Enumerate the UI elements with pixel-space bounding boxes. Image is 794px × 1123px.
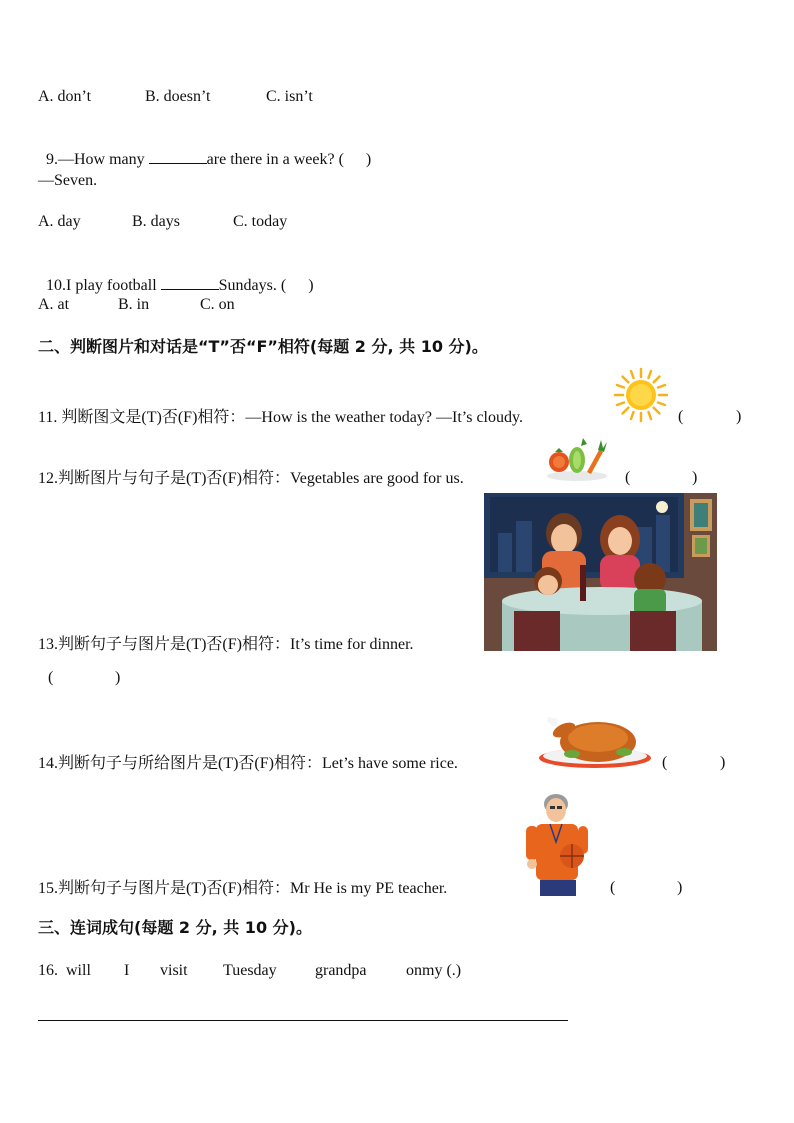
q16-word: Tuesday: [223, 962, 277, 979]
q10-question: [38, 255, 314, 296]
q13-paren-open: (: [48, 669, 54, 686]
q10-option-c: C. on: [200, 296, 235, 313]
q11-paren-close: ): [736, 408, 742, 425]
section2-title: 二、判断图片和对话是“T”否“F”相符(每题 2 分, 共 10 分)。: [38, 337, 488, 356]
q15-paren-close: ): [677, 879, 683, 896]
q11-paren-open: (: [678, 408, 684, 425]
q10-blank: [161, 275, 219, 290]
q10-text-c: ): [308, 277, 314, 294]
q11-text: 11. 判断图文是(T)否(F)相符：—How is the weather today? —It’s cloudy.: [38, 409, 523, 426]
q13-paren-close: ): [115, 669, 121, 686]
q16-word: onmy (.): [406, 962, 462, 979]
q16-word: grandpa: [315, 962, 367, 979]
q8-option-c: C. isn’t: [266, 88, 313, 105]
q9-text-c: ): [365, 151, 372, 168]
family-dinner-illustration: [484, 493, 717, 651]
q9-blank: [149, 149, 207, 164]
q9-option-c: C. today: [233, 213, 288, 230]
q8-option-b: B. doesn’t: [145, 88, 211, 105]
q15-paren-open: (: [610, 879, 616, 896]
q9-text-a: 9.—How many: [46, 151, 149, 168]
q9-text-b: are there in a week? (: [206, 151, 344, 168]
q16-word: visit: [160, 962, 188, 979]
q14-paren-close: ): [720, 754, 726, 771]
q14-paren-open: (: [662, 754, 668, 771]
q12-paren-close: ): [692, 469, 698, 486]
q10-option-b: B. in: [118, 296, 150, 313]
pe-teacher-illustration: [522, 790, 598, 896]
q10-option-a: A. at: [38, 296, 70, 313]
q9-option-b: B. days: [132, 213, 180, 230]
sun-icon: [613, 367, 669, 423]
q9-answer: —Seven.: [38, 172, 98, 189]
q16-word: will: [66, 962, 91, 979]
q16-answer-line[interactable]: [38, 1020, 568, 1021]
q16-number: 16.: [38, 962, 58, 979]
q14-text: 14.判断句子与所给图片是(T)否(F)相符：Let’s have some rice.: [38, 755, 458, 772]
q15-text: 15.判断句子与图片是(T)否(F)相符：Mr He is my PE teacher.: [38, 880, 448, 897]
q10-text-a: 10.I play football: [46, 277, 161, 294]
q9-option-a: A. day: [38, 213, 81, 230]
section3-title: 三、连词成句(每题 2 分, 共 10 分)。: [38, 918, 312, 937]
q12-paren-open: (: [625, 469, 631, 486]
q10-text-b: Sundays. (: [218, 277, 287, 294]
q9-question: [38, 129, 371, 170]
q13-text: 13.判断句子与图片是(T)否(F)相符：It’s time for dinner.: [38, 636, 414, 653]
vegetables-icon: [543, 432, 611, 484]
q8-option-a: A. don’t: [38, 88, 92, 105]
q16-word: I: [124, 962, 130, 979]
roast-chicken-icon: [536, 708, 654, 772]
q12-text: 12.判断图片与句子是(T)否(F)相符：Vegetables are good for us.: [38, 470, 464, 487]
